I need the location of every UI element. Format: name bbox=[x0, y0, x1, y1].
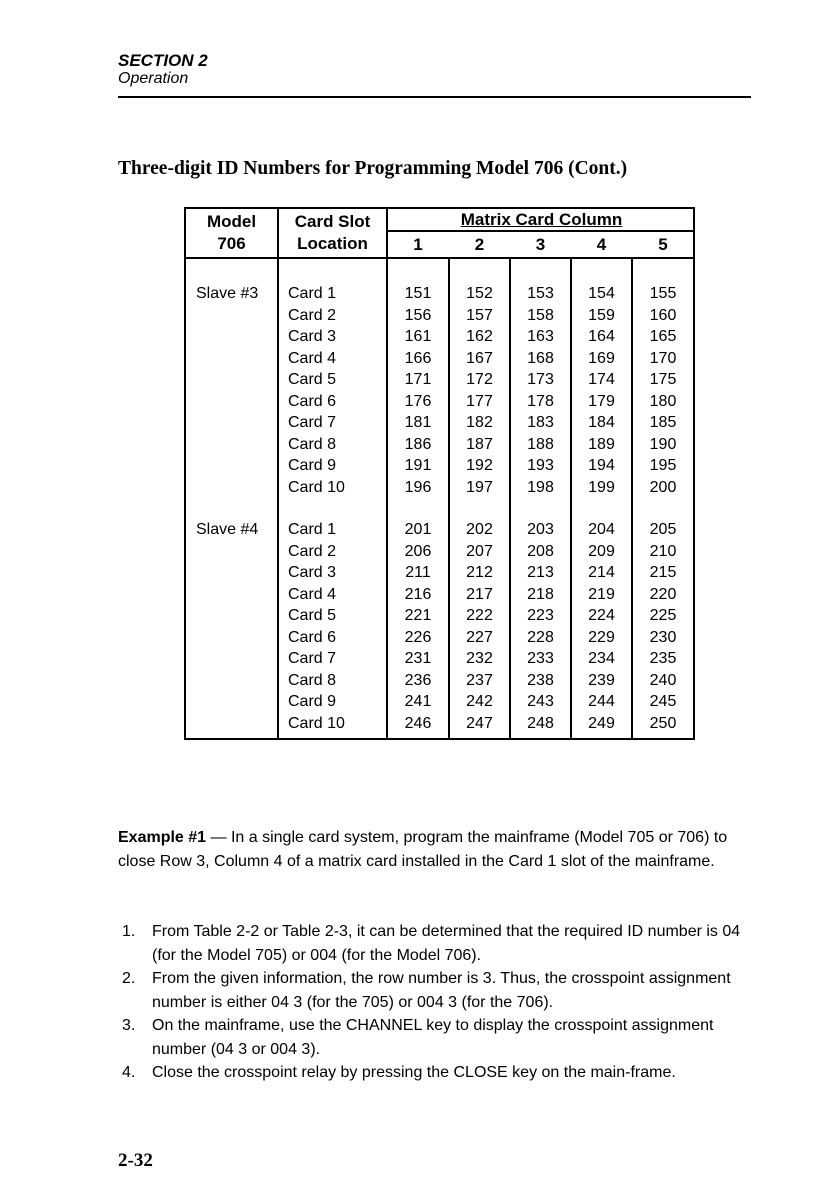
id-number-cell: 249 bbox=[588, 714, 615, 732]
id-number-cell: 187 bbox=[466, 435, 493, 453]
step-text: On the mainframe, use the CHANNEL key to display the crosspoint assignment number (04 3 or 004 3). bbox=[152, 1017, 714, 1058]
id-number-cell: 203 bbox=[527, 521, 554, 538]
model-label: Slave #4 bbox=[196, 521, 259, 538]
id-number-cell: 248 bbox=[527, 714, 554, 732]
header-col-5: 5 bbox=[658, 235, 668, 254]
id-number-cell: 154 bbox=[588, 285, 615, 302]
id-number-cell: 233 bbox=[527, 650, 554, 667]
page-number: 2-32 bbox=[118, 1150, 153, 1171]
id-number-cell: 220 bbox=[649, 585, 677, 603]
id-number-cell: 171 bbox=[404, 371, 432, 388]
step-number: 1. bbox=[122, 923, 136, 940]
id-number-cell: 191 bbox=[404, 457, 432, 474]
step-item bbox=[118, 967, 758, 1014]
card-slot-label: Card 8 bbox=[288, 671, 337, 689]
id-number-cell: 153 bbox=[527, 285, 554, 302]
id-number-cell: 201 bbox=[404, 521, 432, 538]
card-slot-label: Card 4 bbox=[288, 585, 337, 603]
id-number-cell: 170 bbox=[649, 349, 677, 367]
id-number-cell: 216 bbox=[404, 585, 432, 603]
card-slot-label: Card 7 bbox=[288, 650, 337, 667]
id-number-cell: 224 bbox=[588, 607, 615, 624]
id-number-cell: 167 bbox=[466, 349, 493, 367]
id-number-cell: 206 bbox=[404, 542, 432, 560]
running-head bbox=[118, 52, 208, 88]
id-number-cell: 205 bbox=[649, 521, 677, 538]
id-number-cell: 165 bbox=[649, 328, 677, 345]
id-number-cell: 238 bbox=[527, 671, 554, 689]
header-card-slot bbox=[279, 211, 386, 255]
card-slot-label: Card 9 bbox=[288, 693, 337, 710]
id-number-cell: 204 bbox=[588, 521, 615, 538]
id-number-cell: 208 bbox=[527, 542, 554, 560]
header-slot-line2: Location bbox=[297, 234, 368, 253]
id-number-cell: 185 bbox=[649, 414, 677, 431]
id-number-cell: 207 bbox=[466, 542, 493, 560]
id-number-cell: 211 bbox=[405, 564, 431, 581]
id-number-cell: 157 bbox=[466, 306, 493, 324]
id-number-cell: 156 bbox=[404, 306, 432, 324]
id-number-cell: 236 bbox=[404, 671, 432, 689]
step-item bbox=[118, 920, 758, 967]
id-number-cell: 228 bbox=[527, 628, 554, 646]
id-number-cell: 194 bbox=[588, 457, 615, 474]
card-slot-label: Card 6 bbox=[288, 392, 337, 410]
id-number-cell: 242 bbox=[466, 693, 493, 710]
section-label: SECTION 2 bbox=[118, 51, 208, 70]
card-slot-label: Card 2 bbox=[288, 542, 337, 560]
example-label: Example #1 bbox=[118, 829, 207, 846]
id-number-cell: 223 bbox=[527, 607, 554, 624]
header-model-line1: Model bbox=[206, 212, 257, 231]
id-number-cell: 247 bbox=[466, 714, 493, 732]
id-number-cell: 181 bbox=[404, 414, 432, 431]
id-number-cell: 240 bbox=[649, 671, 677, 689]
step-item bbox=[118, 1014, 758, 1061]
id-number-cell: 177 bbox=[466, 392, 493, 410]
header-model bbox=[186, 211, 277, 255]
card-slot-label: Card 3 bbox=[288, 328, 337, 345]
id-number-cell: 168 bbox=[527, 349, 554, 367]
id-number-cell: 214 bbox=[588, 564, 615, 581]
id-number-cell: 210 bbox=[649, 542, 677, 560]
id-number-cell: 164 bbox=[588, 328, 615, 345]
id-number-cell: 189 bbox=[588, 435, 615, 453]
id-number-cell: 235 bbox=[649, 650, 677, 667]
card-slot-label: Card 5 bbox=[288, 607, 337, 624]
header-matrix-card-column: Matrix Card Column bbox=[460, 210, 623, 229]
id-number-cell: 160 bbox=[649, 306, 677, 324]
id-number-cell: 175 bbox=[649, 371, 677, 388]
id-number-cell: 190 bbox=[649, 435, 677, 453]
model-label: Slave #3 bbox=[196, 285, 259, 302]
id-number-cell: 162 bbox=[466, 328, 493, 345]
id-number-cell: 180 bbox=[649, 392, 677, 410]
id-number-cell: 245 bbox=[649, 693, 677, 710]
card-slot-label: Card 8 bbox=[288, 435, 337, 453]
id-number-cell: 202 bbox=[466, 521, 493, 538]
id-number-cell: 234 bbox=[588, 650, 615, 667]
header-slot-line1: Card Slot bbox=[294, 212, 371, 231]
step-number: 3. bbox=[122, 1017, 136, 1034]
id-number-cell: 193 bbox=[527, 457, 554, 474]
card-slot-label: Card 6 bbox=[288, 628, 337, 646]
id-number-cell: 196 bbox=[404, 478, 432, 496]
id-number-cell: 161 bbox=[404, 328, 432, 345]
step-text: From the given information, the row number is 3. Thus, the crosspoint assignment number is either 04 3 (for the 705) or 004 3 (for the 706). bbox=[152, 970, 731, 1011]
id-number-cell: 173 bbox=[527, 371, 554, 388]
id-number-cell: 219 bbox=[588, 585, 615, 603]
card-slot-label: Card 1 bbox=[288, 285, 337, 302]
id-number-cell: 212 bbox=[466, 564, 493, 581]
id-number-cell: 178 bbox=[527, 392, 554, 410]
id-number-cell: 186 bbox=[404, 435, 432, 453]
id-number-cell: 183 bbox=[527, 414, 554, 431]
id-number-cell: 218 bbox=[527, 585, 554, 603]
id-number-cell: 232 bbox=[466, 650, 493, 667]
id-number-cell: 241 bbox=[404, 693, 432, 710]
id-number-cell: 229 bbox=[588, 628, 615, 646]
id-number-cell: 198 bbox=[527, 478, 554, 496]
id-number-cell: 184 bbox=[588, 414, 615, 431]
id-number-cell: 176 bbox=[404, 392, 432, 410]
header-col-3: 3 bbox=[535, 235, 546, 254]
id-number-cell: 199 bbox=[588, 478, 615, 496]
id-number-cell: 159 bbox=[588, 306, 615, 324]
id-number-cell: 169 bbox=[588, 349, 615, 367]
id-number-cell: 246 bbox=[404, 714, 432, 732]
card-slot-label: Card 4 bbox=[288, 349, 337, 367]
id-number-cell: 195 bbox=[649, 457, 677, 474]
id-number-cell: 217 bbox=[466, 585, 493, 603]
card-slot-label: Card 2 bbox=[288, 306, 337, 324]
header-rule bbox=[118, 96, 751, 98]
id-number-cell: 230 bbox=[649, 628, 677, 646]
step-number: 2. bbox=[122, 970, 136, 987]
id-number-cell: 158 bbox=[527, 306, 554, 324]
step-number: 4. bbox=[122, 1064, 136, 1081]
header-model-line2: 706 bbox=[217, 234, 246, 253]
id-number-cell: 237 bbox=[466, 671, 493, 689]
id-number-cell: 215 bbox=[649, 564, 677, 581]
id-number-cell: 231 bbox=[404, 650, 432, 667]
id-number-cell: 227 bbox=[466, 628, 493, 646]
card-slot-label: Card 10 bbox=[288, 714, 345, 732]
id-number-cell: 200 bbox=[649, 478, 677, 496]
steps-list bbox=[118, 920, 758, 1085]
step-item bbox=[118, 1061, 758, 1085]
id-number-cell: 192 bbox=[466, 457, 493, 474]
card-slot-label: Card 5 bbox=[288, 371, 337, 388]
header-col-1: 1 bbox=[413, 235, 423, 254]
id-number-cell: 163 bbox=[527, 328, 554, 345]
step-text: From Table 2-2 or Table 2-3, it can be determined that the required ID number is 04 (for the Model 705) or 004 (for the Model 706). bbox=[152, 923, 741, 964]
id-number-cell: 222 bbox=[466, 607, 493, 624]
card-slot-label: Card 10 bbox=[288, 478, 345, 496]
id-number-cell: 151 bbox=[404, 285, 432, 302]
id-number-cell: 197 bbox=[466, 478, 493, 496]
id-number-cell: 172 bbox=[466, 371, 493, 388]
example-paragraph bbox=[118, 826, 754, 873]
example-text: — In a single card system, program the mainframe (Model 705 or 706) to close Row 3, Column 4 of a matrix card installed in the Card 1 slot of the mainframe. bbox=[118, 829, 728, 870]
id-number-cell: 243 bbox=[527, 693, 554, 710]
id-number-cell: 213 bbox=[527, 564, 554, 581]
table-divider-model bbox=[277, 207, 279, 740]
header-col-2: 2 bbox=[474, 235, 485, 254]
id-number-cell: 166 bbox=[404, 349, 432, 367]
id-number-cell: 155 bbox=[649, 285, 677, 302]
card-slot-label: Card 1 bbox=[288, 521, 337, 538]
id-number-cell: 152 bbox=[466, 285, 493, 302]
id-number-cell: 221 bbox=[404, 607, 432, 624]
card-slot-label: Card 7 bbox=[288, 414, 337, 431]
section-subtitle: Operation bbox=[118, 70, 189, 87]
table-header-rule bbox=[184, 257, 695, 259]
page-title: Three-digit ID Numbers for Programming Model 706 (Cont.) bbox=[118, 158, 628, 179]
id-number-cell: 179 bbox=[588, 392, 615, 410]
id-number-cell: 209 bbox=[588, 542, 615, 560]
id-number-cell: 239 bbox=[588, 671, 615, 689]
id-number-cell: 226 bbox=[404, 628, 432, 646]
header-col-4: 4 bbox=[596, 235, 607, 254]
id-number-cell: 244 bbox=[588, 693, 615, 710]
card-slot-label: Card 9 bbox=[288, 457, 337, 474]
id-number-cell: 182 bbox=[466, 414, 493, 431]
id-number-cell: 225 bbox=[649, 607, 677, 624]
id-number-cell: 250 bbox=[649, 714, 677, 732]
id-number-cell: 188 bbox=[527, 435, 554, 453]
id-number-cell: 174 bbox=[588, 371, 615, 388]
card-slot-label: Card 3 bbox=[288, 564, 337, 581]
step-text: Close the crosspoint relay by pressing the CLOSE key on the main-frame. bbox=[152, 1064, 676, 1081]
